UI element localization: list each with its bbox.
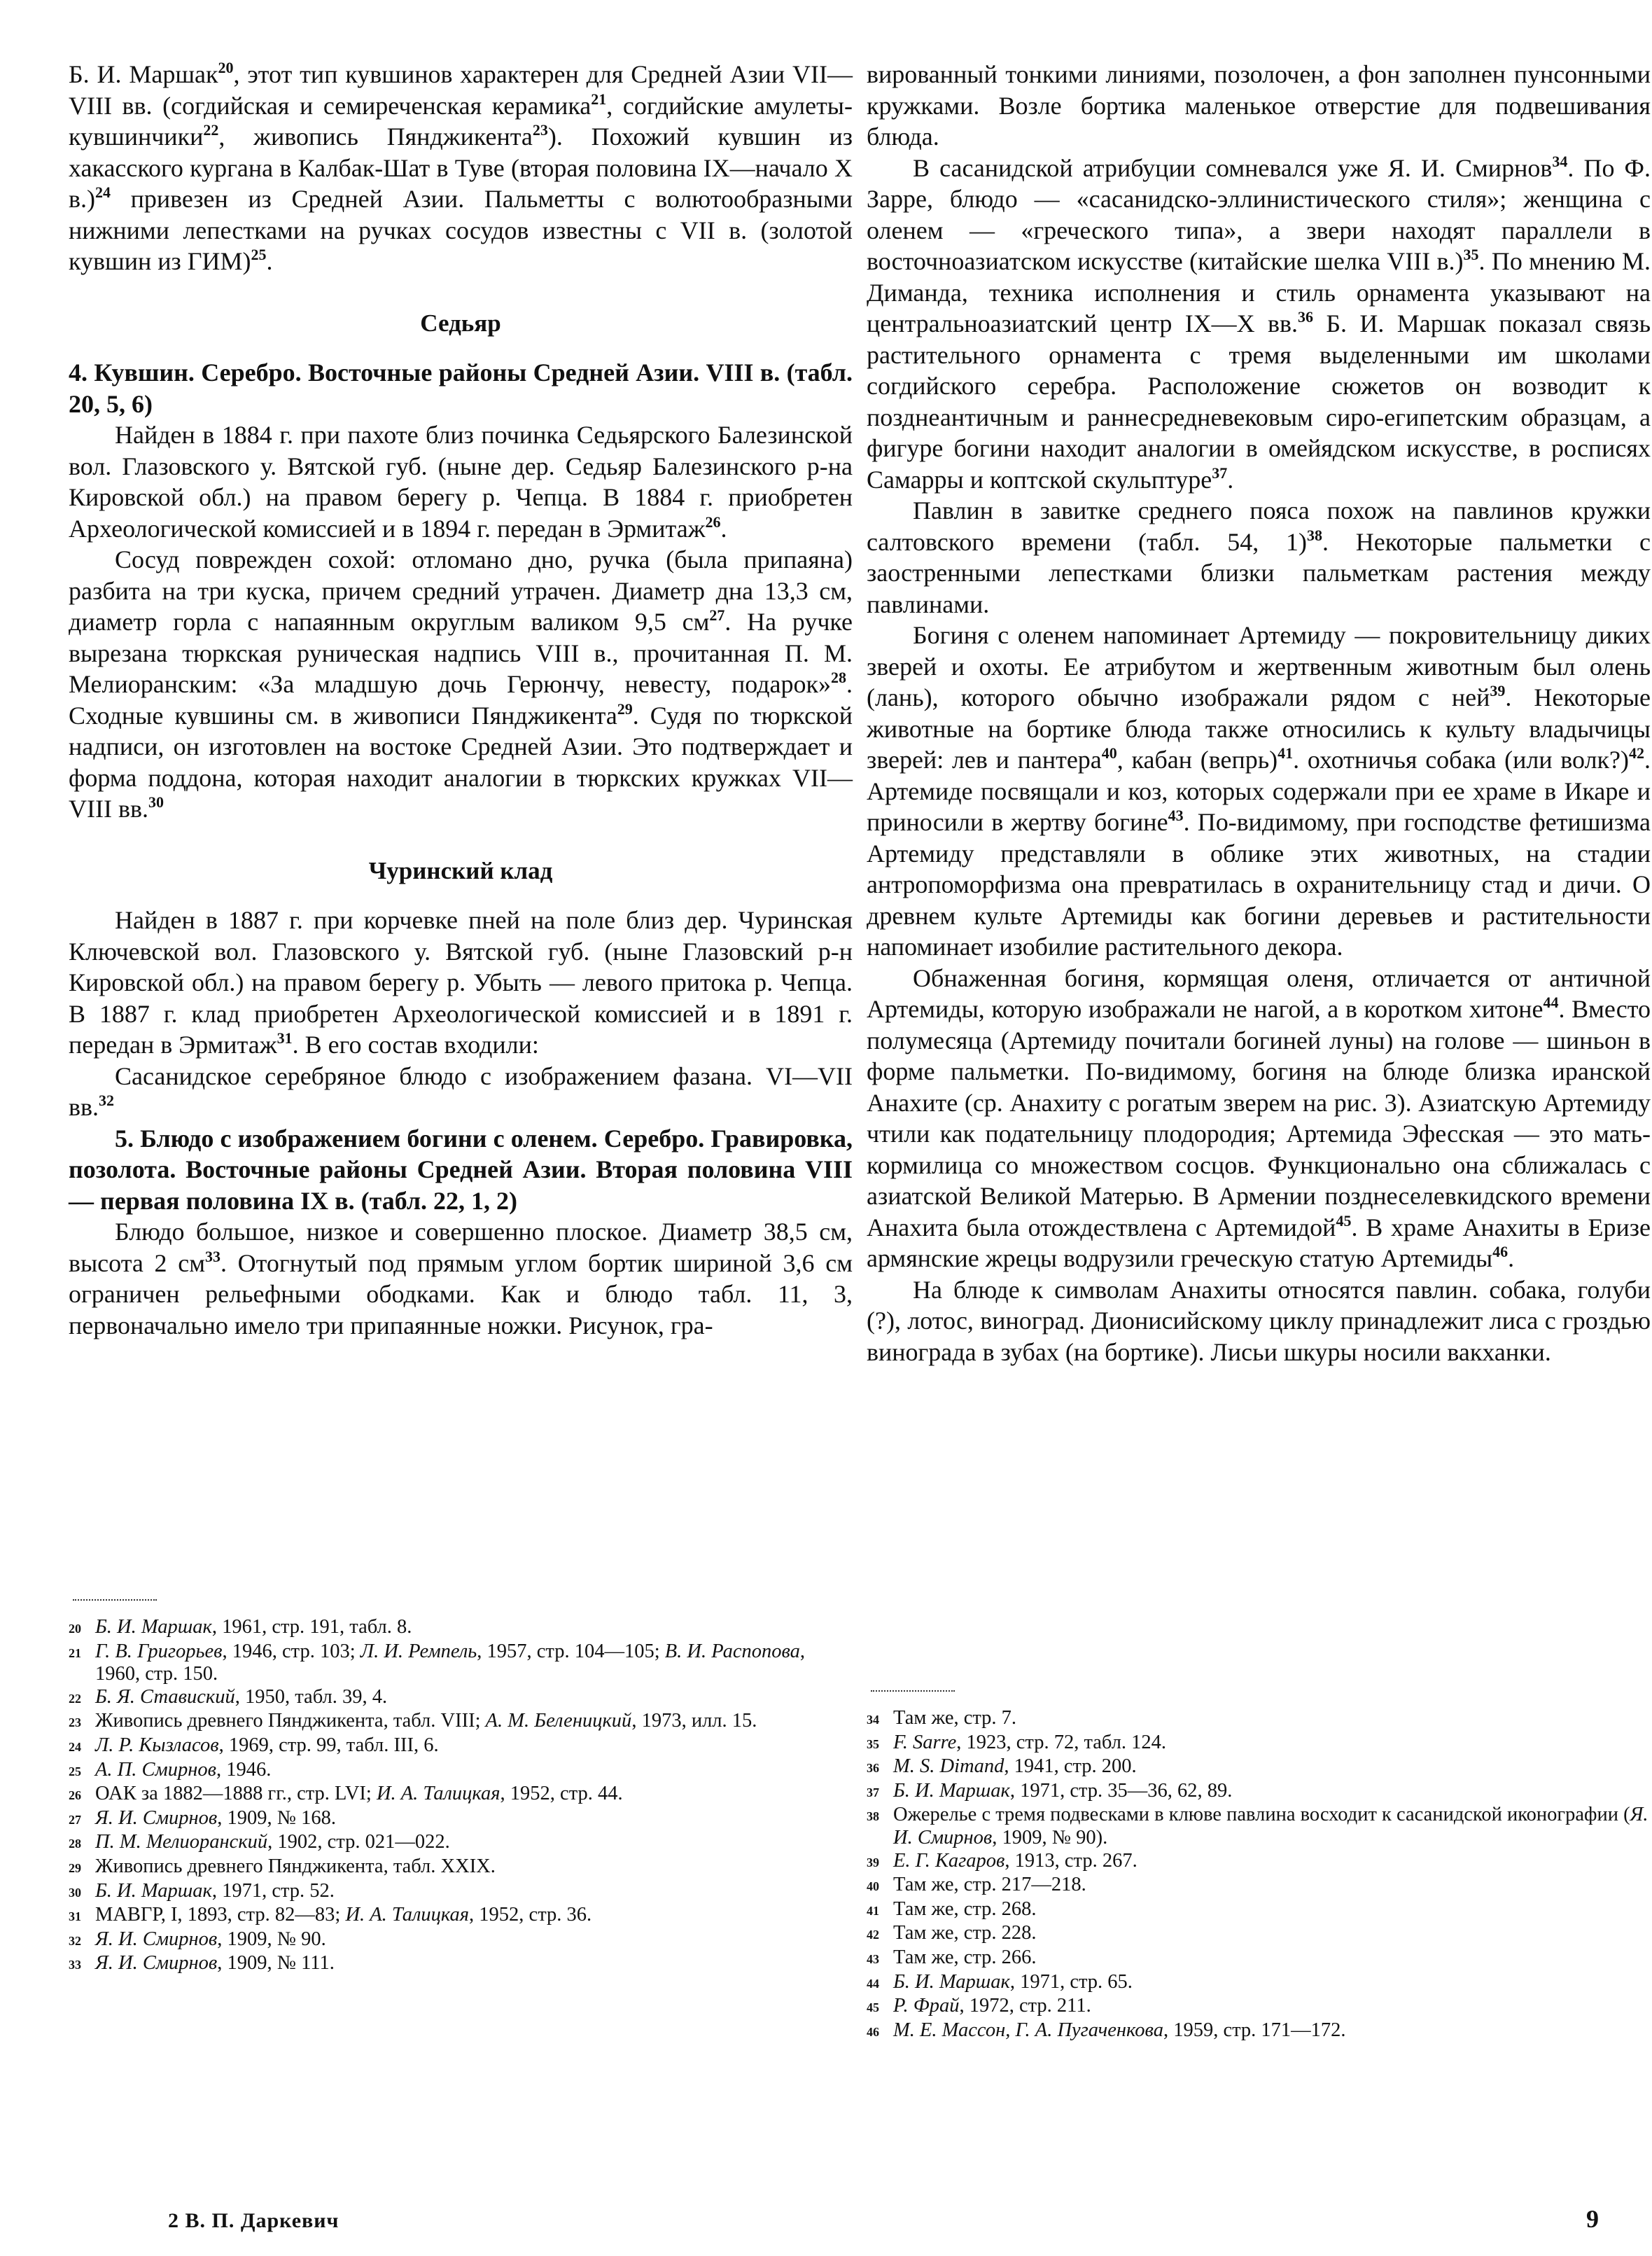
paragraph-anahita: Обнаженная богиня, кормящая оленя, отличается от античной Артемиды, которую изображали не нагой, а в коротком хитоне$^{44}$. Вместо полумесяца (Артемиду почитали богиней луны) на голове — шиньон в форме пальметки. По-видимому, богиня на блюде близка иранской Анахите (ср. Анахиту с рогатым зверем на рис. 3). Азиатскую Артемиду чтили как подательницу плодородия; Артемида Эфесская — это мать-кормилица со множеством сосцов. Функционально она сближалась с азиатской Великой Матерью. В Армении позднеселевкидского времени Анахита была отождествлена с Артемидой$^{45}$. В храме Анахиты в Еризе армянские жрецы водрузили греческую статую Артемиды$^{46}$. (867, 963, 1651, 1272)
left-column (69, 59, 853, 1975)
footnote-24 (69, 1734, 853, 1759)
footnote-text: Там же, стр. 268. (893, 1898, 1037, 1920)
catalog-entry-5: 5. Блюдо с изображением богини с оленем. Серебро. Гравировка, позолота. Восточные районы Средней Азии. Вторая половина VIII — первая половина IX в. (табл. 22, 1, 2) (69, 1124, 853, 1215)
footnote-26 (69, 1783, 853, 1807)
paragraph-attribution: В сасанидской атрибуции сомневался уже Я. И. Смирнов$^{34}$. По Ф. Зарре, блюдо — «сасанидско-эллинистического стиля»; женщина с оленем — «греческого типа», а звери находят параллели в восточноазиатском искусстве (китайские шелка VIII в.)$^{35}$. По мнению М. Диманда, техника исполнения и стиль орнамента указывают на центральноазиатский центр IX—X вв.$^{36}$ Б. И. Маршак показал связь растительного орнамента с тремя выделенными им школами согдийского серебра. Расположение сюжетов он возводит к позднеантичным и раннесредневековым сиро-египетским образцам, а фигуре богини находит аналогии в омейядском искусстве, в росписях Самарры и коптской скульптуре$^{37}$. (867, 152, 1651, 494)
footnote-number: 26 (69, 1788, 81, 1803)
footnote-43 (867, 1947, 1651, 1971)
paragraph-found-churinsky: Найден в 1887 г. при корчевке пней на поле близ дер. Чуринская Ключевской вол. Глазовского у. Вятской губ. (ныне Глазовский р-н Кировской обл.) на правом берегу р. Убыть — левого притока р. Чепца. В 1887 г. клад приобретен Археологической комиссией и в 1891 г. передан в Эрмитаж$^{31}$. В его состав входили: (69, 906, 853, 1059)
footnote-32 (69, 1928, 853, 1953)
footnote-number: 32 (69, 1933, 81, 1948)
paragraph-symbols: На блюде к символам Анахиты относятся павлин. собака, голуби (?), лотос, виноград. Дионисийскому циклу принадлежит лиса с гроздью винограда в зубах (на бортике). Лисьи шкуры носили вакханки. (867, 1275, 1651, 1366)
footnote-text: Там же, стр. 266. (893, 1946, 1037, 1968)
footnote-text: М. Е. Массон, Г. А. Пугаченкова, 1959, стр. 171—172. (893, 2019, 1346, 2041)
footnote-text: F. Sarre, 1923, стр. 72, табл. 124. (893, 1731, 1167, 1753)
footnote-text: Я. И. Смирнов, 1909, № 90. (95, 1928, 326, 1950)
paragraph-continuation: вированный тонкими линиями, позолочен, а фон заполнен пунсонными кружками. Возле бортика маленькое отверстие для подвешивания блюда. (867, 60, 1651, 151)
footnote-38 (867, 1804, 1651, 1849)
footnote-number: 34 (867, 1713, 879, 1727)
footnote-rule (871, 1690, 955, 1692)
footnote-40 (867, 1874, 1651, 1898)
footnote-36 (867, 1755, 1651, 1780)
footnote-number: 42 (867, 1928, 879, 1942)
footnote-number: 36 (867, 1761, 879, 1776)
footnote-text: Я. И. Смирнов, 1909, № 111. (95, 1952, 335, 1975)
footnote-text: ОАК за 1882—1888 гг., стр. LVI; И. А. Талицкая, 1952, стр. 44. (95, 1783, 623, 1805)
footnote-29 (69, 1855, 853, 1880)
paragraph-artemis: Богиня с оленем напоминает Артемиду — покровительницу диких зверей и охоты. Ее атрибутом и жертвенным животным был олень (лань), которого обычно изображали рядом с ней$^{39}$. Некоторые животные на бортике блюда также относились к культу владычицы зверей: лев и пантера$^{40}$, кабан (вепрь)$^{41}$. охотничья собака (или волк?)$^{42}$. Артемиде посвящали и коз, которых содержали при ее храме в Икаре и приносили в жертву богине$^{43}$. По-видимому, при господстве фетишизма Артемиду представляли в облике этих животных, на стадии антропоморфизма она превратилась в охранительницу стад и дичи. О древнем культе Артемиды как богини деревьев и растительности напоминает изобилие растительного декора. (867, 621, 1651, 961)
footnote-number: 45 (867, 2000, 879, 2015)
footnote-23 (69, 1710, 853, 1734)
footnote-rule (73, 1599, 157, 1601)
page-number: 9 (1586, 2205, 1599, 2233)
footnote-number: 41 (867, 1903, 879, 1918)
footnote-31 (69, 1904, 853, 1928)
footnote-42 (867, 1922, 1651, 1947)
paragraph-dish-description: Блюдо большое, низкое и совершенно плоское. Диаметр 38,5 см, высота 2 $см^{33}$. Отогнутый под прямым углом бортик шириной 3,6 см ограничен рельефными ободками. Как и блюдо табл. 11, 3, первоначально имело три припаянные ножки. Рисунок, гра- (69, 1218, 853, 1339)
footnote-44 (867, 1971, 1651, 1996)
footnote-number: 38 (867, 1809, 879, 1824)
right-column (867, 59, 1651, 2041)
footnote-21 (69, 1641, 853, 1686)
footnote-28 (69, 1831, 853, 1855)
footnote-text: Живопись древнего Пянджикента, табл. VIII; А. М. Беленицкий, 1973, илл. 15. (95, 1710, 757, 1732)
section-heading-churinsky: Чуринский клад (368, 856, 553, 884)
catalog-entry-4: 4. Кувшин. Серебро. Восточные районы Средней Азии. VIII в. (табл. 20, 5, 6) (69, 358, 853, 418)
footnote-text: Л. Р. Кызласов, 1969, стр. 99, табл. III, 6. (95, 1734, 439, 1756)
footnote-text: Там же, стр. 217—218. (893, 1874, 1086, 1896)
right-column-body (867, 59, 1651, 1367)
left-column-body (69, 59, 853, 1341)
paragraph-peacock: Павлин в завитке среднего пояса похож на павлинов кружки салтовского времени (табл. 54, 1)$^{38}$. Некоторые пальметки с заостренными лепестками близки пальметкам растения между павлинами. (867, 496, 1651, 618)
footnote-text: Б. И. Маршак, 1971, стр. 35—36, 62, 89. (893, 1779, 1233, 1802)
footnote-text: Г. В. Григорьев, 1946, стр. 103; Л. И. Ремпель, 1957, стр. 104—105; В. И. Распопова, 1960, стр. 150. (95, 1640, 806, 1685)
page-signature: 2 В. П. Даркевич (168, 2209, 340, 2232)
footnote-number: 28 (69, 1837, 81, 1851)
footnote-number: 40 (867, 1879, 879, 1894)
section-heading-sedyar: Седьяр (420, 309, 501, 337)
footnote-text: Ожерелье с тремя подвесками в клюве павлина восходит к сасанидской иконографии (Я. И. Смирнов, 1909, № 90). (893, 1804, 1648, 1848)
footnotes-left (69, 1599, 853, 1977)
footnote-number: 20 (69, 1622, 81, 1636)
footnote-text: Б. И. Маршак, 1971, стр. 52. (95, 1879, 335, 1902)
footnote-22 (69, 1686, 853, 1711)
footnote-text: Там же, стр. 228. (893, 1922, 1037, 1944)
footnote-number: 46 (867, 2024, 879, 2039)
footnote-number: 37 (867, 1785, 879, 1799)
footnote-text: Е. Г. Кагаров, 1913, стр. 267. (893, 1849, 1138, 1872)
footnote-46 (867, 2019, 1651, 2044)
footnote-number: 25 (69, 1764, 81, 1778)
footnote-number: 43 (867, 1951, 879, 1966)
paragraph-intro: Б. И. Маршак$^{20}$, этот тип кувшинов характерен для Средней Азии VII—VIII вв. (согдийская и семиреченская керамика$^{21}$, согдийские амулеты-кувшинчики$^{22}$, живопись Пянджикента$^{23}$). Похожий кувшин из хакасского кургана в Калбак-Шат в Туве (вторая половина IX—начало X в.)$^{24}$ привезен из Средней Азии. Пальметты с волютообразными нижними лепестками на ручках сосудов известны с VII в. (золотой кувшин из ГИМ)$^{25}$. (69, 59, 853, 275)
footnote-number: 21 (69, 1645, 81, 1660)
footnote-number: 39 (867, 1855, 879, 1869)
footnote-number: 27 (69, 1812, 81, 1827)
footnote-text: П. М. Мелиоранский, 1902, стр. 021—022. (95, 1831, 450, 1853)
footnote-text: Б. Я. Ставиский, 1950, табл. 39, 4. (95, 1685, 388, 1708)
footnote-text: Там же, стр. 7. (893, 1707, 1017, 1729)
footnotes-right (867, 1690, 1651, 2043)
footnote-number: 30 (69, 1885, 81, 1900)
footnote-text: Б. И. Маршак, 1971, стр. 65. (893, 1970, 1133, 1993)
footnote-number: 29 (69, 1860, 81, 1875)
footnote-text: А. П. Смирнов, 1946. (95, 1758, 272, 1781)
footnote-text: Б. И. Маршак, 1961, стр. 191, табл. 8. (95, 1616, 412, 1638)
footnote-45 (867, 1995, 1651, 2019)
footnote-34 (867, 1707, 1651, 1732)
footnote-number: 23 (69, 1715, 81, 1730)
footnote-number: 24 (69, 1739, 81, 1754)
footnote-20 (69, 1616, 853, 1641)
footnote-25 (69, 1759, 853, 1783)
paragraph-found-sedyar: Найден в 1884 г. при пахоте близ починка Седьярского Балезинской вол. Глазовского у. Вятской губ. (ныне дер. Седьяр Балезинского р-на Кировской обл.) на правом берегу р. Чепца. В 1884 г. приобретен Археологической комиссией и в 1894 г. передан в Эрмитаж$^{26}$. (69, 421, 853, 543)
footnote-39 (867, 1850, 1651, 1874)
footnote-number: 44 (867, 1976, 879, 1991)
footnote-text: M. S. Dimand, 1941, стр. 200. (893, 1755, 1137, 1778)
footnote-number: 33 (69, 1958, 81, 1972)
footnote-27 (69, 1807, 853, 1832)
paragraph-sasanian-dish: Сасанидское серебряное блюдо с изображением фазана. VI—VII вв.$^{32}$ (69, 1061, 853, 1121)
footnote-35 (867, 1732, 1651, 1756)
footnote-37 (867, 1780, 1651, 1804)
paragraph-vessel-description: Сосуд поврежден сохой: отломано дно, ручка (была припаяна) разбита на три куска, причем средний утрачен. Диаметр дна 13,3 см, диаметр горла с напаянным округлым валиком 9,5 $см^{27}$. На ручке вырезана тюркская руническая надпись VIII в., прочитанная П. М. Мелиоранским: «За младшую дочь Герюнчу, невесту, подарок»$^{28}$. Сходные кувшины см. в живописи Пянджикента$^{29}$. Судя по тюркской надписи, он изготовлен на востоке Средней Азии. Это подтверждает и форма поддона, которая находит аналогии в тюркских кружках VII—VIII вв.$^{30}$ (69, 545, 853, 823)
footnote-30 (69, 1880, 853, 1905)
footnote-number: 22 (69, 1691, 81, 1706)
footnote-41 (867, 1898, 1651, 1923)
footnote-text: Живопись древнего Пянджикента, табл. XXIX. (95, 1855, 496, 1877)
footnote-text: Р. Фрай, 1972, стр. 211. (893, 1995, 1091, 2017)
footnote-number: 35 (867, 1736, 879, 1751)
footnote-text: МАВГР, I, 1893, стр. 82—83; И. А. Талицкая, 1952, стр. 36. (95, 1904, 592, 1926)
footnote-number: 31 (69, 1909, 81, 1924)
footnote-33 (69, 1952, 853, 1977)
footnote-text: Я. И. Смирнов, 1909, № 168. (95, 1806, 336, 1829)
